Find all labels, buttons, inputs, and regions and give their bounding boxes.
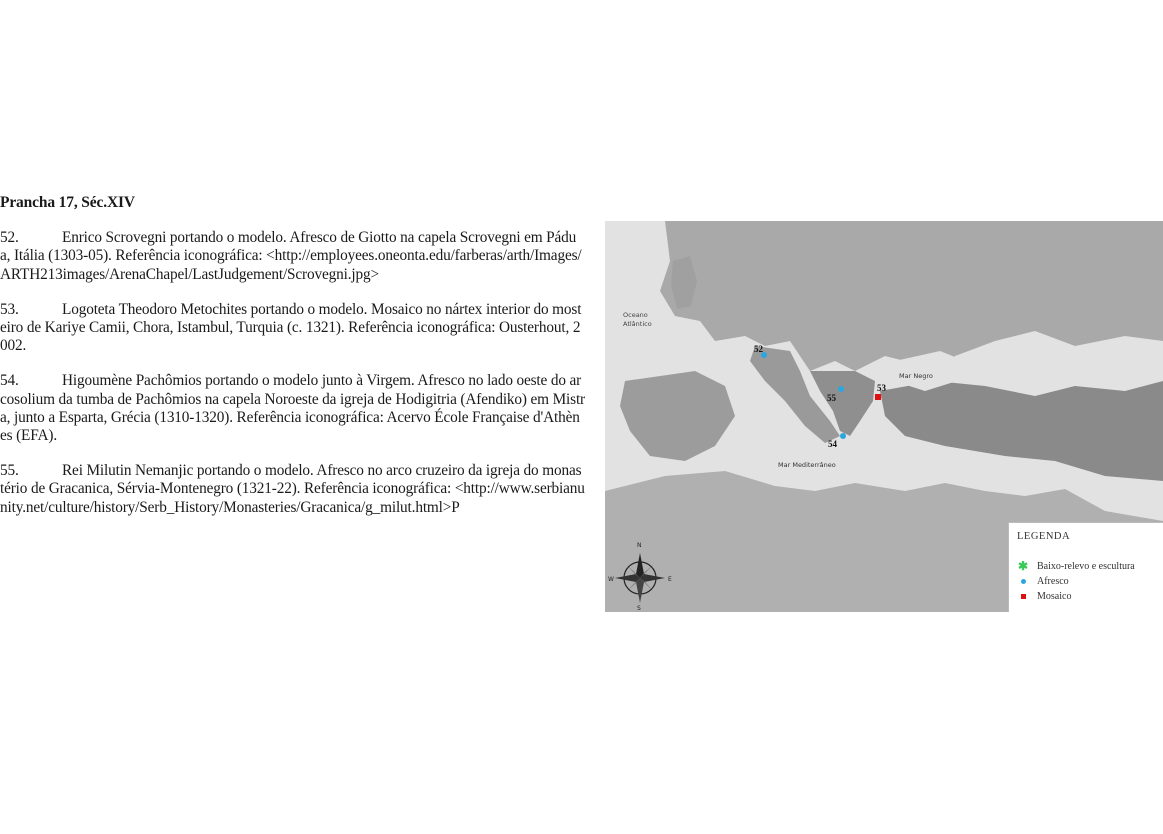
square-icon: [1021, 594, 1026, 599]
label-atlantic-2: Atlântico: [623, 320, 652, 328]
plate-text: [0, 194, 585, 534]
marker-52-label: 52: [754, 344, 763, 354]
entry-52: [0, 229, 585, 284]
entry-number: 54.: [0, 372, 19, 390]
marker-53-label: 53: [877, 383, 886, 393]
compass-s: S: [637, 605, 641, 612]
marker-53-square: [875, 394, 881, 400]
square-icon-wrap: [1017, 591, 1029, 602]
legend-label: Baixo-relevo e escultura: [1037, 560, 1135, 572]
legend-item-fresco: [1017, 575, 1069, 587]
entry-text: Enrico Scrovegni portando o modelo. Afresco de Giotto na capela Scrovegni em Pádua, Itália (1303-05). Referência iconográfica: <http://employees.oneonta.edu/farberas/arth/Images/ARTH213images/ArenaChapel/LastJudgement/Scrovegni.jpg>: [0, 229, 582, 283]
entry-55: [0, 462, 585, 517]
entry-text: Higoumène Pachômios portando o modelo junto à Virgem. Afresco no lado oeste do arcosolium da tumba de Pachômios na capela Noroeste da igreja de Hodigitria (Afendiko) em Mistra, junto a Esparta, Grécia (1310-1320). Referência iconográfica: Acervo École Française d'Athènes (EFA).: [0, 372, 586, 445]
entry-53: [0, 301, 585, 356]
dot-icon-wrap: [1017, 576, 1029, 587]
label-atlantic: Oceano: [623, 311, 648, 319]
marker-54-dot: [840, 433, 846, 439]
map-legend: [1008, 522, 1163, 612]
label-mediterranean: Mar Mediterrâneo: [778, 461, 836, 469]
marker-55-label: 55: [827, 393, 836, 403]
marker-54-label: 54: [828, 439, 837, 449]
legend-label: Mosaico: [1037, 590, 1072, 602]
entry-number: 52.: [0, 229, 19, 247]
compass-e: E: [668, 576, 672, 583]
compass-w: W: [608, 576, 614, 583]
legend-title: LEGENDA: [1017, 531, 1071, 542]
plate-heading: Prancha 17, Séc.XIV: [0, 194, 135, 211]
legend-label: Afresco: [1037, 575, 1069, 587]
star-icon: ✱: [1017, 558, 1029, 573]
entry-text: Rei Milutin Nemanjic portando o modelo. Afresco no arco cruzeiro da igreja do monastério de Gracanica, Sérvia-Montenegro (1321-22). Referência iconográfica: <http://www.serbianunity.net/culture/history/Serb_History/Monasteries/Gracanica/g_milut.html>P: [0, 462, 585, 516]
compass-n: N: [637, 542, 642, 549]
legend-item-mosaic: [1017, 590, 1071, 602]
entry-text: Logoteta Theodoro Metochites portando o modelo. Mosaico no nártex interior do mosteiro de Kariye Camii, Chora, Istambul, Turquia (c. 1321). Referência iconográfica: Ousterhout, 2002.: [0, 300, 582, 355]
map-figure: [605, 221, 1163, 612]
entry-number: 55.: [0, 462, 19, 480]
marker-55-dot: [838, 386, 844, 392]
entry-number: 53.: [0, 300, 19, 318]
label-black-sea: Mar Negro: [899, 372, 933, 380]
legend-item-relief: [1017, 560, 1135, 572]
entry-54: [0, 372, 585, 445]
dot-icon: [1021, 579, 1026, 584]
